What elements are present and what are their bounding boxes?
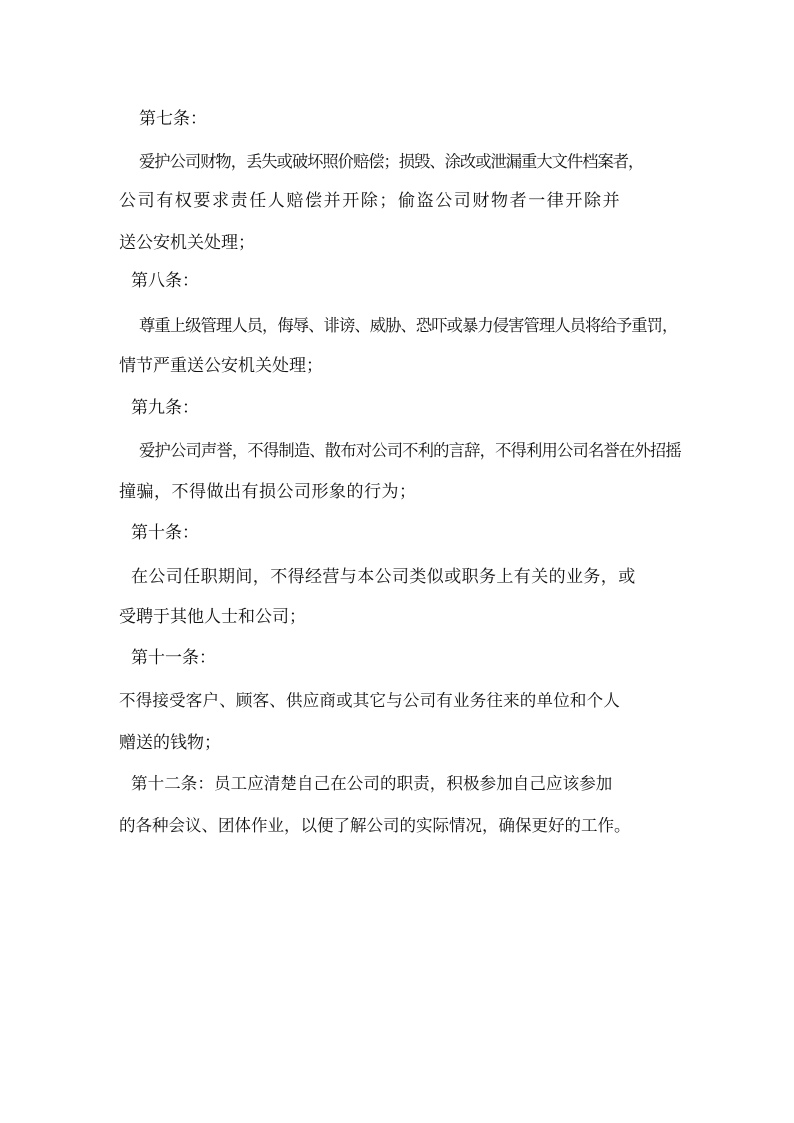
article-8-text-line-1: 尊重上级管理人员，侮辱、诽谤、威胁、恐吓或暴力侵害管理人员将给予重罚， [139, 316, 678, 335]
article-12-text-line-1: 第十二条：员工应清楚自己在公司的职责，积极参加自己应该参加 [131, 774, 613, 793]
article-7-text-line-3: 送公安机关处理； [119, 233, 255, 253]
article-10-text-line-1: 在公司任职期间，不得经营与本公司类似或职务上有关的业务，或 [131, 567, 636, 587]
article-9-text-line-2: 撞骗，不得做出有损公司形象的行为； [119, 482, 417, 502]
article-10-heading: 第十条： [131, 523, 199, 543]
article-7-text-line-2: 公司有权要求责任人赔偿并开除；偷盗公司财物者一律开除并 [119, 191, 622, 211]
article-10-text-line-2: 受聘于其他人士和公司； [119, 607, 306, 627]
article-7-text-line-1: 爱护公司财物，丢失或破坏照价赔偿；损毁、涂改或泄漏重大文件档案者， [139, 152, 644, 171]
article-7-heading: 第七条： [139, 109, 207, 129]
article-11-text-line-2: 赠送的钱物； [119, 733, 221, 753]
article-11-text-line-1: 不得接受客户、顾客、供应商或其它与公司有业务往来的单位和个人 [119, 691, 620, 710]
article-12-text-line-2: 的各种会议、团体作业，以便了解公司的实际情况，确保更好的工作。 [119, 816, 631, 835]
article-9-text-line-1: 爱护公司声誉，不得制造、散布对公司不利的言辞，不得利用公司名誉在外招摇 [139, 441, 681, 460]
article-8-text-line-2: 情节严重送公安机关处理； [119, 356, 323, 376]
article-9-heading: 第九条： [131, 398, 199, 418]
article-8-heading: 第八条： [131, 271, 199, 291]
article-11-heading: 第十一条： [131, 648, 216, 668]
